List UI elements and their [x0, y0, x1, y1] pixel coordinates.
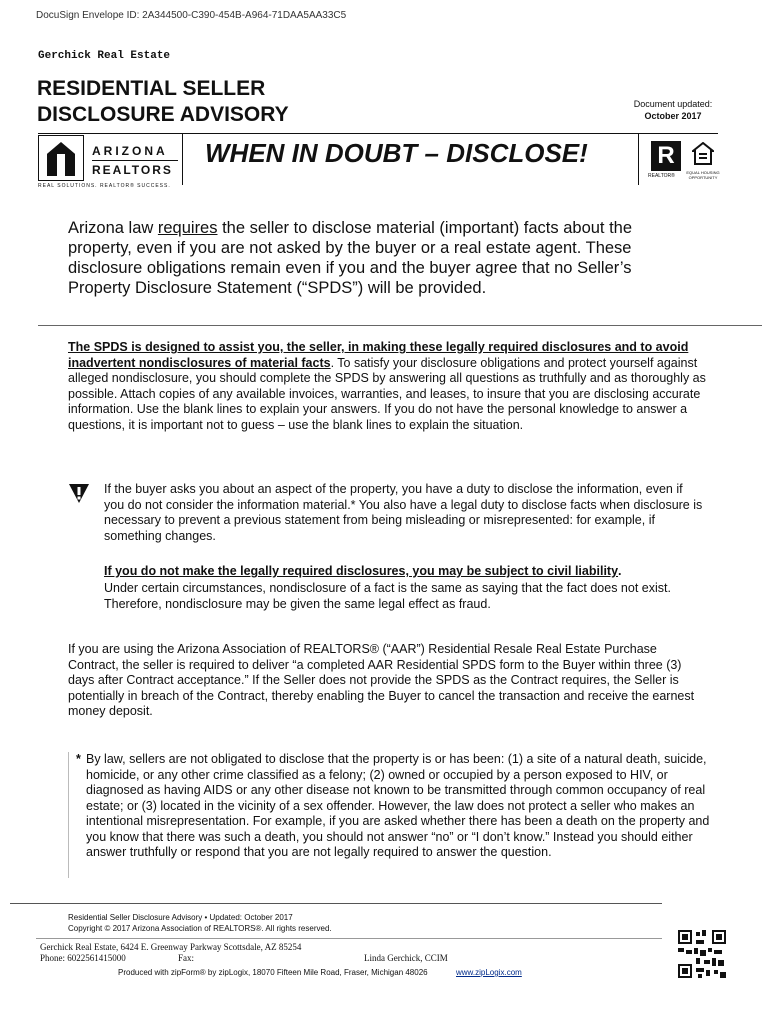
footnote-rule	[68, 752, 69, 878]
realtor-mark-label: REALTOR®	[648, 173, 675, 179]
qr-code-icon	[678, 930, 726, 978]
intro-text-2: the seller to disclose material (important) facts about the property, even if you are not asked by the buyer or a real estate agent. These disclosure obligations remain even if you and the buyer agree that no Seller’s Property Disclosure Statement (“SPDS”) will be provided.	[68, 219, 633, 297]
footer-company-address: Gerchick Real Estate, 6424 E. Greenway Parkway Scottsdale, AZ 85254	[40, 942, 302, 952]
intro-requires: requires	[157, 219, 218, 237]
spds-paragraph	[68, 340, 728, 433]
realtor-mark-icon: R	[651, 141, 681, 171]
slogan: WHEN IN DOUBT – DISCLOSE!	[205, 138, 588, 168]
title-line-1: RESIDENTIAL SELLER	[37, 77, 266, 100]
liability-heading	[104, 564, 622, 580]
footer-form-info	[68, 912, 332, 934]
liability-heading-text: If you do not make the legally required disclosures, you may be subject to civil liability	[104, 564, 619, 578]
document-updated	[628, 98, 718, 122]
equal-housing-label: EQUAL HOUSING OPPORTUNITY	[686, 170, 720, 180]
section-divider	[38, 325, 762, 326]
logo-divider	[92, 160, 178, 161]
footer-copyright: Copyright © 2017 Arizona Association of REALTORS®. All rights reserved.	[68, 924, 332, 933]
document-title	[37, 76, 357, 128]
footer-form-title: Residential Seller Disclosure Advisory • Updated: October 2017	[68, 913, 293, 922]
spds-bold-text: The SPDS is designed to assist you, the seller, in making these legally required disclosures and to avoid inadvertent nondisclosures of material facts	[68, 340, 689, 370]
footer-agent: Linda Gerchick, CCIM	[364, 953, 448, 963]
logo-text-realtors: REALTORS	[92, 163, 173, 177]
footer-rule	[36, 938, 662, 939]
title-line-2: DISCLOSURE ADVISORY	[37, 103, 289, 126]
footer-phone: Phone: 6022561415000	[40, 953, 126, 963]
equal-housing-icon	[692, 142, 714, 166]
intro-paragraph	[68, 218, 688, 298]
arizona-realtors-emblem-icon	[38, 135, 84, 181]
logo-text-arizona: ARIZONA	[92, 144, 168, 158]
footer-ziplogix-link[interactable]: www.zipLogix.com	[456, 968, 522, 977]
duty-paragraph: If the buyer asks you about an aspect of the property, you have a duty to disclose the information, even if you do not consider the information material.* You also have a legal duty to disclose facts when disclosure is necessary to prevent a previous statement from being misleading or misrepresented: for example, if something changes.	[104, 482, 703, 543]
spds-text: . To satisfy your disclosure obligations and protect yourself against alleged nondisclosure, you should complete the SPDS by answering all questions as truthfully and as thoroughly as possible. Attach copies of any available invoices, warranties, and leases, to insure that you are disclosing accurate information. Use the blank lines to explain your answers. If you do not have the personal knowledge to answer a questions, it is important not to guess – use the blank lines to explain the situation.	[68, 355, 706, 432]
company-header: Gerchick Real Estate	[38, 50, 171, 62]
footer-divider	[10, 903, 662, 904]
doc-updated-date: October 2017	[644, 111, 702, 121]
logo-tagline: REAL SOLUTIONS. REALTOR® SUCCESS.	[38, 183, 171, 189]
header-divider-right	[638, 133, 639, 185]
footnote-star: *	[76, 752, 81, 766]
liability-heading-period: .	[618, 564, 622, 578]
docusign-envelope-id: DocuSign Envelope ID: 2A344500-C390-454B-A964-71DAA5AA33C5	[36, 10, 347, 21]
footnote-paragraph: By law, sellers are not obligated to disclose that the property is or has been: (1) a site of a natural death, suicide, homicide, or any other crime classified as a felony; (2) owned or occupied by a person exposed to HIV, or diagnosed as having AIDS or any other disease not known to be transmitted through common occupancy of real estate; or (3) located in the vicinity of a sex offender. However, the law does not protect a seller who makes an intentional misrepresentation. For example, if you are asked whether there has been a death on the property and you know that there was such a death, you should not answer “no” or “I don’t know.” Instead you should either answer truthfully or respond that you are not legally required to answer the question.	[86, 752, 710, 859]
doc-updated-label: Document updated:	[633, 99, 713, 109]
intro-text-1: Arizona law	[68, 219, 158, 237]
warning-icon	[68, 482, 90, 504]
contract-paragraph: If you are using the Arizona Association of REALTORS® (“AAR”) Residential Resale Real Estate Purchase Contract, the seller is required to deliver “a completed AAR Residential SPDS form to the Buyer within three (3) days after Contract acceptance.” If the Seller does not provide the SPDS as the Contract requires, the Seller is potentially in breach of the Contract, thereby enabling the Buyer to cancel the transaction and receive the earnest money deposit.	[68, 642, 695, 718]
footer-produced-by: Produced with zipForm® by zipLogix, 18070 Fifteen Mile Road, Fraser, Michigan 48026	[118, 968, 428, 977]
liability-paragraph: Under certain circumstances, nondisclosure of a fact is the same as saying that the fact does not exist. Therefore, nondisclosure may be given the same legal effect as fraud.	[104, 581, 671, 611]
header-divider-left	[182, 133, 183, 185]
footer-fax: Fax:	[178, 953, 195, 963]
